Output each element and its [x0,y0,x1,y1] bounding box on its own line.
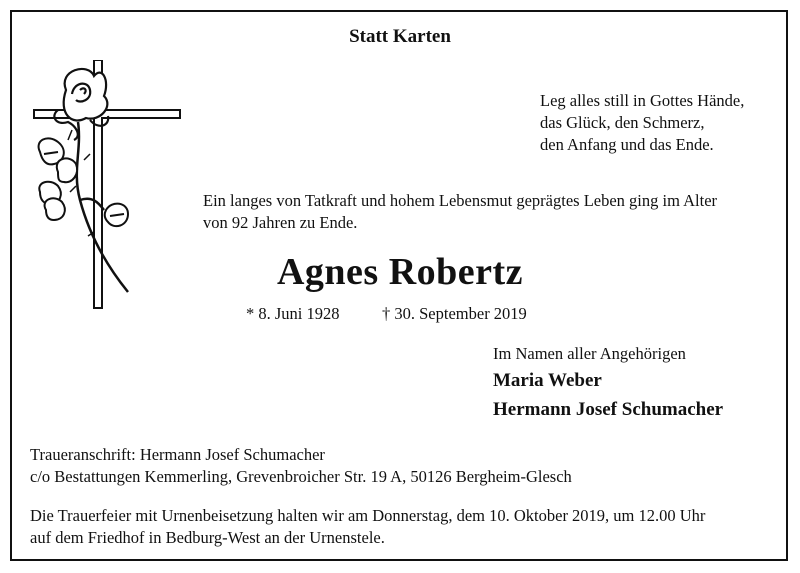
notice-header: Statt Karten [349,26,451,47]
address-line: c/o Bestattungen Kemmerling, Grevenbroicher Str. 19 A, 50126 Bergheim-Glesch [30,467,572,486]
death-date: † 30. September 2019 [382,304,527,323]
service-info [30,505,705,549]
poem [540,90,744,156]
poem-line: das Glück, den Schmerz, [540,113,705,132]
mourner-name: Hermann Josef Schumacher [493,399,724,420]
mourner-name: Maria Weber [493,370,602,391]
condolence-address [30,444,572,488]
address-line: Traueranschrift: Hermann Josef Schumacher [30,445,325,464]
intro-line: von 92 Jahren zu Ende. [203,213,358,232]
mourners-intro: Im Namen aller Angehörigen [493,344,686,363]
intro-text [203,190,717,234]
poem-line: Leg alles still in Gottes Hände, [540,91,745,110]
poem-line: den Anfang und das Ende. [540,135,714,154]
service-line: auf dem Friedhof in Bedburg-West an der Urnenstele. [30,528,385,547]
intro-line: Ein langes von Tatkraft und hohem Lebensmut geprägtes Leben ging im Alter [203,191,718,210]
birth-date: * 8. Juni 1928 [246,304,340,323]
deceased-name: Agnes Robertz [276,251,524,293]
service-line: Die Trauerfeier mit Urnenbeisetzung halten wir am Donnerstag, dem 10. Oktober 2019, um 12.00 Uhr [30,506,706,525]
